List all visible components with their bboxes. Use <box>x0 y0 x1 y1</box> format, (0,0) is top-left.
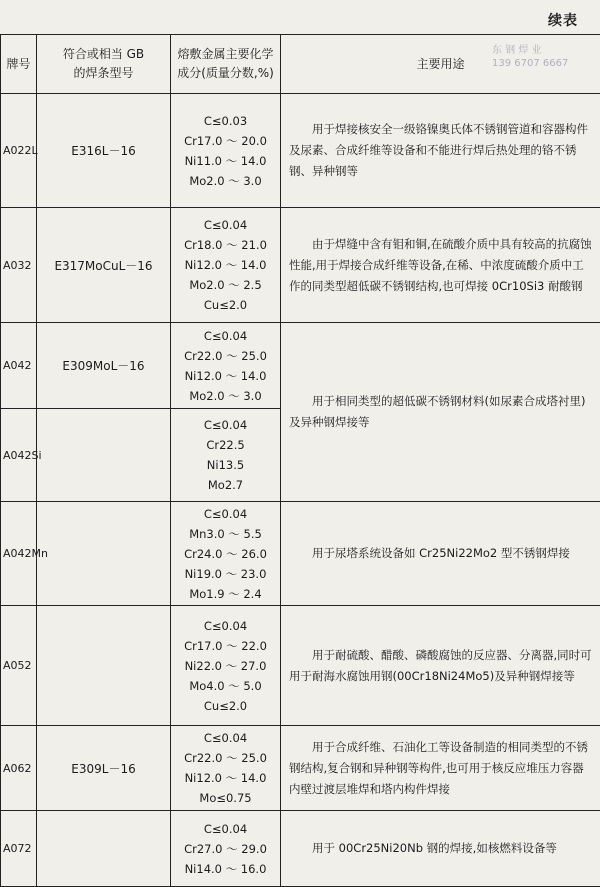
cell-usage: 用于 00Cr25Ni20Nb 钢的焊接,如核燃料设备等 <box>281 811 600 887</box>
cell-grade: A022L <box>1 94 37 208</box>
cell-usage: 用于耐硫酸、醋酸、磷酸腐蚀的反应器、分离器,同时可用于耐海水腐蚀用钢(00Cr18Ni24Mo5)及异种钢焊接等 <box>281 606 600 726</box>
cell-model: E316L－16 <box>37 94 171 208</box>
header-model: 符合或相当 GB 的焊条型号 <box>37 35 171 94</box>
cell-grade: A042Mn <box>1 502 37 606</box>
table-row <box>1 811 600 887</box>
cell-composition: C≤0.04 Cr18.0 ～ 21.0 Ni12.0 ～ 14.0 Mo2.0 ～ 2.5 Cu≤2.0 <box>171 208 281 323</box>
cell-model <box>37 606 171 726</box>
cell-model <box>37 811 171 887</box>
electrode-table <box>0 34 600 887</box>
cell-composition: C≤0.04 Cr22.0 ～ 25.0 Ni12.0 ～ 14.0 Mo2.0 ～ 3.0 <box>171 323 281 409</box>
table-row <box>1 323 600 409</box>
cell-composition: C≤0.04 Cr17.0 ～ 22.0 Ni22.0 ～ 27.0 Mo4.0 ～ 5.0 Cu≤2.0 <box>171 606 281 726</box>
cell-model <box>37 409 171 502</box>
cell-composition: C≤0.04 Cr22.5 Ni13.5 Mo2.7 <box>171 409 281 502</box>
header-composition: 熔敷金属主要化学 成分(质量分数,%) <box>171 35 281 94</box>
table-row <box>1 502 600 606</box>
cell-grade: A032 <box>1 208 37 323</box>
cell-usage: 用于合成纤维、石油化工等设备制造的相同类型的不锈钢结构,复合钢和异种钢等构件,也可用于核反应堆压力容器内壁过渡层堆焊和塔内构件焊接 <box>281 726 600 811</box>
cell-grade: A072 <box>1 811 37 887</box>
header-grade: 牌号 <box>1 35 37 94</box>
cell-composition: C≤0.04 Cr27.0 ～ 29.0 Ni14.0 ～ 16.0 <box>171 811 281 887</box>
cell-composition: C≤0.03 Cr17.0 ～ 20.0 Ni11.0 ～ 14.0 Mo2.0 ～ 3.0 <box>171 94 281 208</box>
cell-usage: 用于尿塔系统设备如 Cr25Ni22Mo2 型不锈钢焊接 <box>281 502 600 606</box>
stamp-line-1: 东 钢 焊 业 <box>492 44 568 57</box>
cell-model: E309MoL－16 <box>37 323 171 409</box>
stamp-line-2: 139 6707 6667 <box>492 57 568 70</box>
header-row <box>1 35 600 94</box>
cell-model <box>37 502 171 606</box>
cell-grade: A062 <box>1 726 37 811</box>
cell-usage: 由于焊缝中含有钼和铜,在硫酸介质中具有较高的抗腐蚀性能,用于焊接合成纤维等设备,在稀、中浓度硫酸介质中工作的同类型超低碳不锈钢结构,也可焊接 0Cr10Si3 耐酸钢 <box>281 208 600 323</box>
table-row <box>1 94 600 208</box>
cell-usage: 用于焊接核安全一级铬镍奥氏体不锈钢管道和容器构件及尿素、合成纤维等设备和不能进行焊后热处理的铬不锈钢、异种钢等 <box>281 94 600 208</box>
cell-grade: A052 <box>1 606 37 726</box>
header-usage: 主要用途 <box>281 35 600 94</box>
cell-grade: A042Si <box>1 409 37 502</box>
table-row <box>1 208 600 323</box>
cell-composition: C≤0.04 Cr22.0 ～ 25.0 Ni12.0 ～ 14.0 Mo≤0.75 <box>171 726 281 811</box>
cell-model: E309L－16 <box>37 726 171 811</box>
cell-grade: A042 <box>1 323 37 409</box>
continued-label: 续表 <box>548 10 578 30</box>
cell-composition: C≤0.04 Mn3.0 ～ 5.5 Cr24.0 ～ 26.0 Ni19.0 ～ 23.0 Mo1.9 ～ 2.4 <box>171 502 281 606</box>
cell-model: E317MoCuL－16 <box>37 208 171 323</box>
table-row <box>1 726 600 811</box>
cell-usage: 用于相同类型的超低碳不锈钢材料(如尿素合成塔衬里)及异种钢焊接等 <box>281 323 600 502</box>
table-row <box>1 606 600 726</box>
